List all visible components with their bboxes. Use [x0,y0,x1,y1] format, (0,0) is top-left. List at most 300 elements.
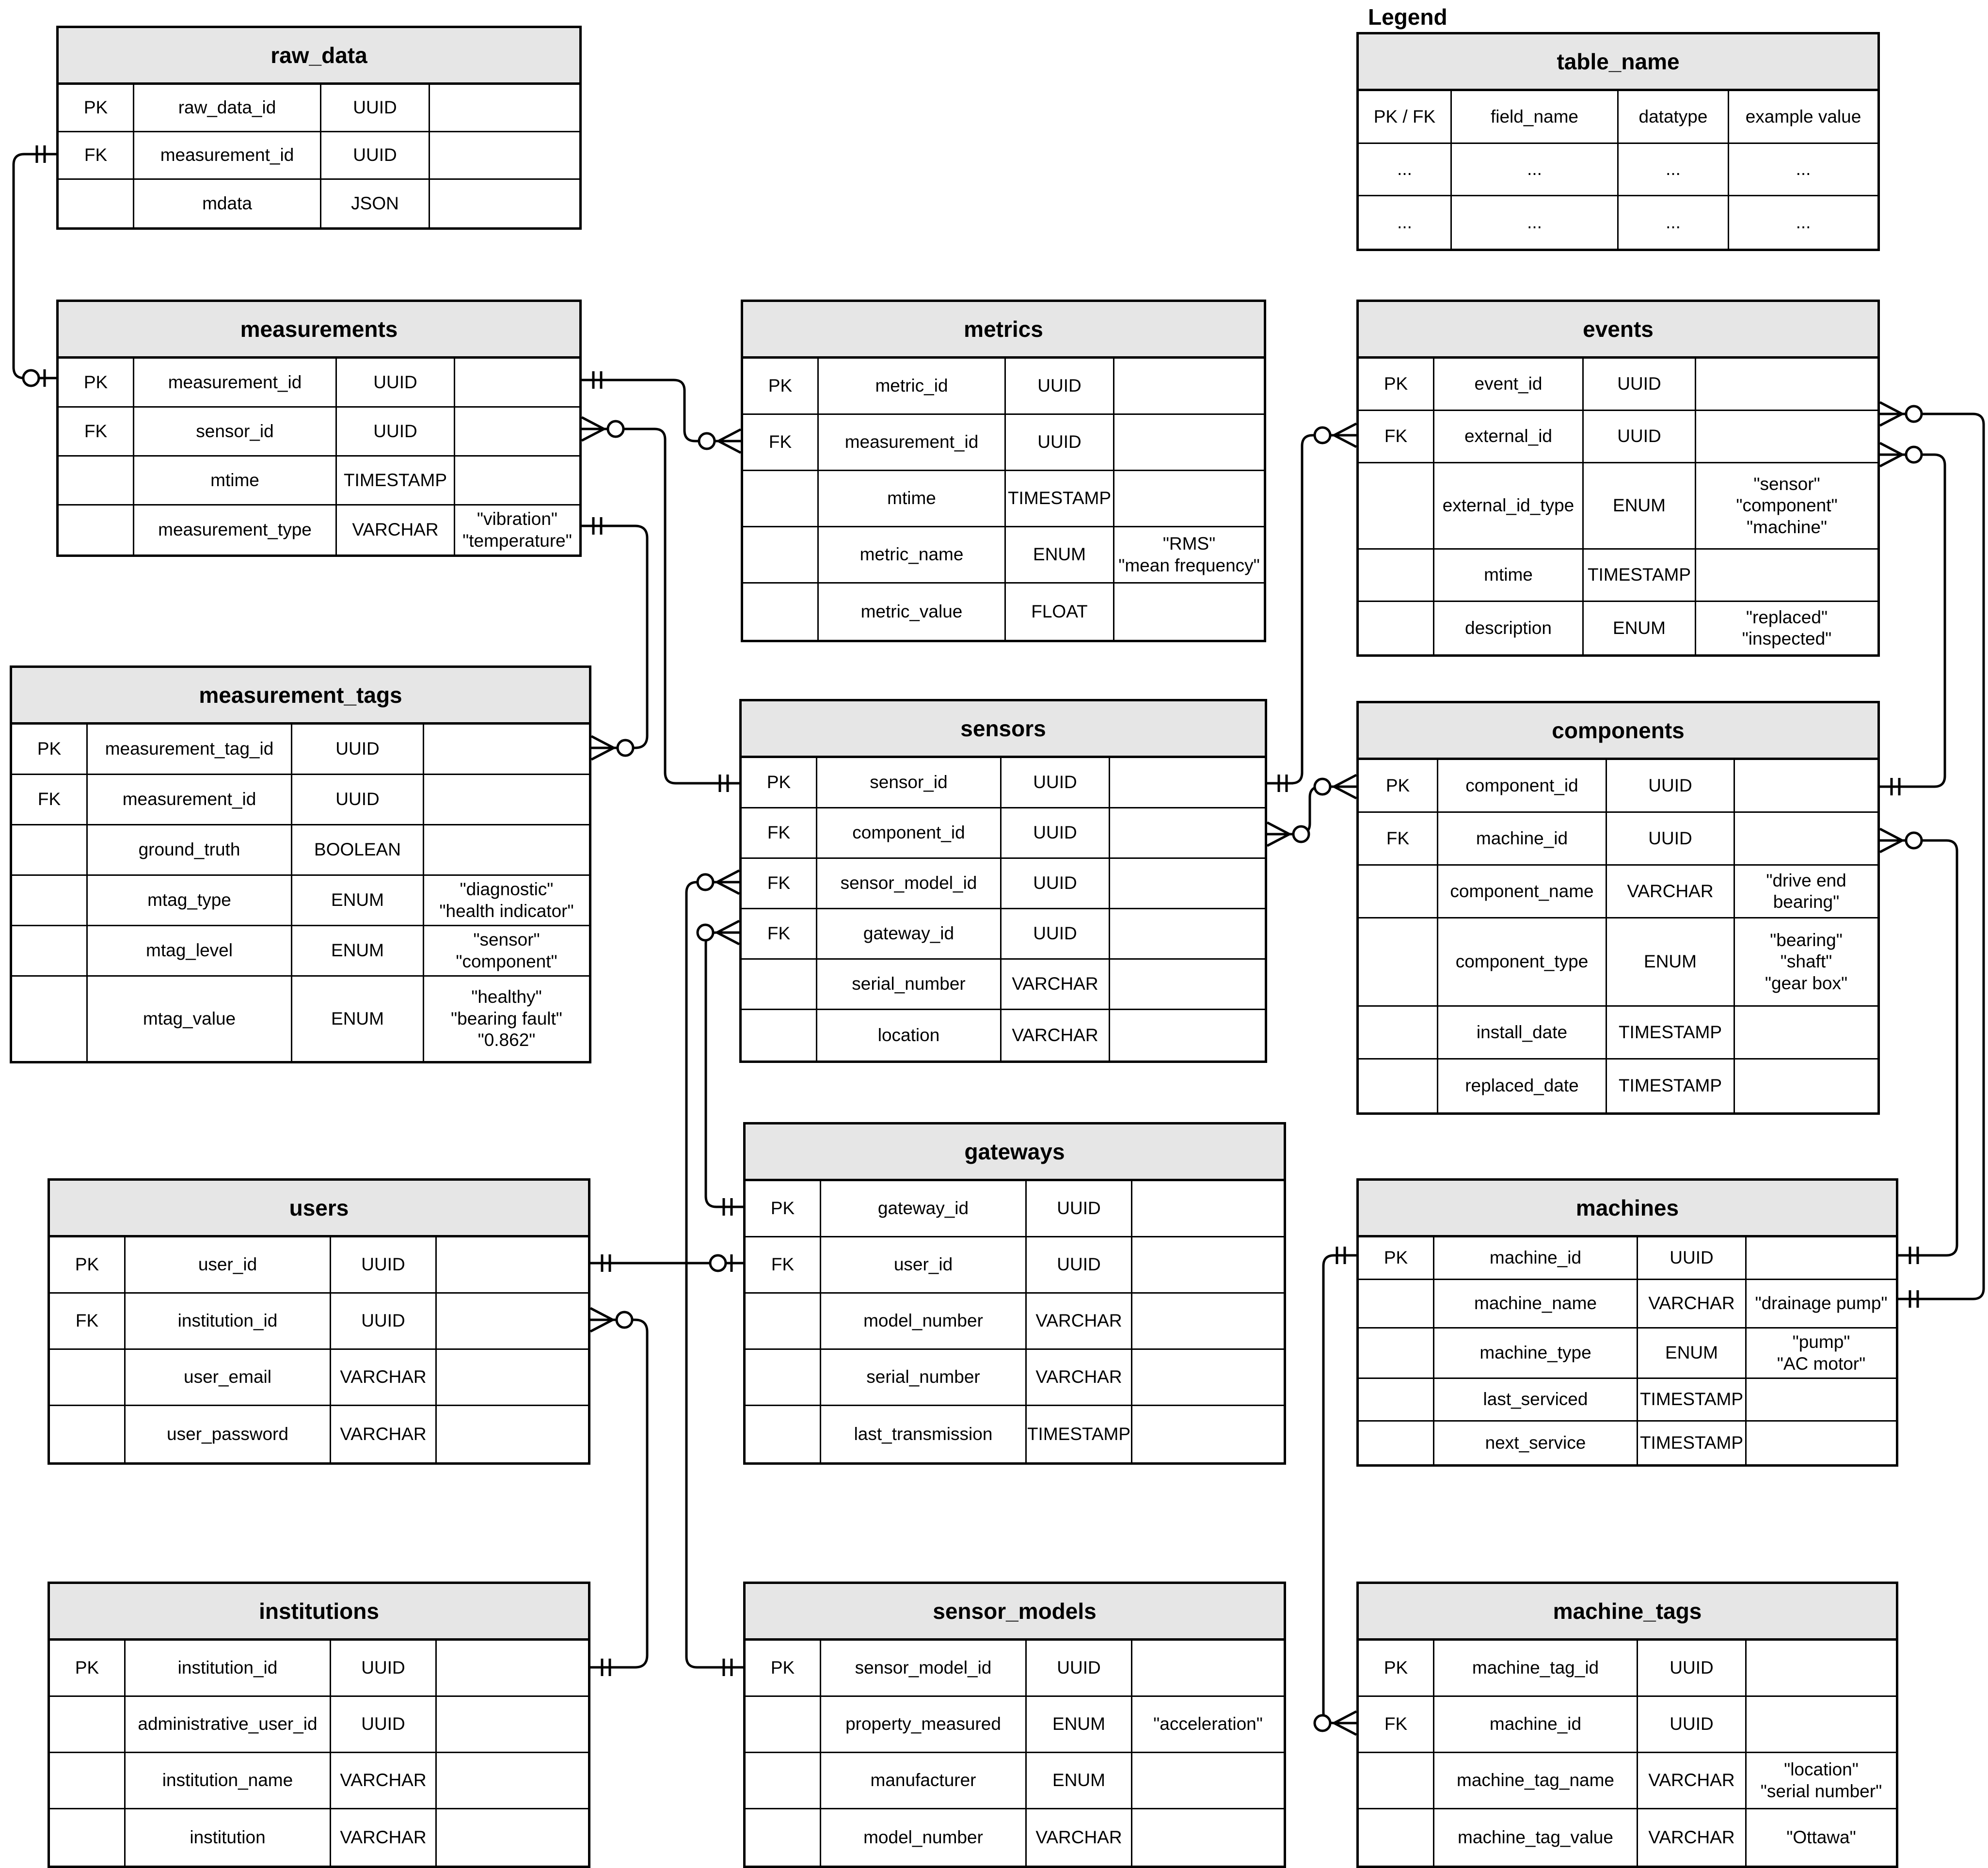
datatype-cell: VARCHAR [1638,1809,1747,1866]
field-name-cell: gateway_id [817,909,1002,958]
table-row [12,825,589,876]
cardinality-many-mark [591,736,614,760]
table-raw-data [56,26,582,230]
field-name-cell: replaced_date [1438,1060,1607,1112]
example-cell: ... [1796,159,1811,179]
table-row [59,359,579,408]
field-name-cell: machine_name [1434,1280,1638,1327]
datatype-cell: UUID [1027,1181,1132,1236]
example-cell [1132,1753,1284,1808]
field-name-cell: measurement_id [819,415,1006,470]
datatype-cell: TIMESTAMP [1027,1406,1132,1462]
datatype-cell: UUID [1002,758,1110,807]
field-name-cell: machine_type [1434,1329,1638,1377]
table-row [50,1237,588,1294]
key-cell: FK [59,408,134,455]
datatype-cell: VARCHAR [1607,866,1735,917]
cardinality-many-mark [1880,829,1902,852]
field-name-cell: user_email [126,1350,331,1405]
example-cell [1696,359,1877,410]
table-row [50,1294,588,1350]
example-cell [430,132,579,178]
field-name-cell: measurement_id [88,775,292,824]
legend-title: Legend [1368,4,1447,30]
field-name-cell: mtime [134,457,337,504]
cardinality-many-mark [1334,775,1356,798]
table-events [1356,300,1880,657]
datatype-cell: UUID [1607,813,1735,864]
example-cell: "bearing" "shaft" "gear box" [1765,930,1848,993]
field-name-cell: description [1434,602,1584,654]
table-row [743,359,1264,415]
field-name-cell: component_name [1438,866,1607,917]
example-cell [1747,1379,1896,1420]
key-cell [50,1809,126,1866]
table-row [59,180,579,227]
cardinality-zero-mark [710,1255,726,1271]
example-cell [1114,471,1264,526]
table-row [12,926,589,977]
example-cell: "pump" "AC motor" [1777,1332,1866,1374]
key-cell: FK [59,132,134,178]
datatype-cell: VARCHAR [331,1809,437,1866]
example-cell [424,825,589,874]
example-cell [1132,1294,1284,1348]
cardinality-zero-mark [1315,427,1330,443]
key-cell: PK [59,359,134,406]
key-cell: PK [50,1237,126,1292]
example-cell [1735,760,1877,811]
key-cell [50,1350,126,1405]
field-name-cell: institution_id [126,1294,331,1348]
field-name-cell: measurement_type [134,506,337,554]
example-cell: ... [1796,212,1811,232]
datatype-cell: ENUM [1584,602,1696,654]
example-cell [1747,1422,1896,1464]
table-title: institutions [50,1584,588,1641]
cardinality-many-mark [1334,424,1356,447]
table-row [12,775,589,825]
field-name-cell: ... [1452,196,1619,249]
key-cell [1359,1809,1434,1866]
table-row [50,1697,588,1753]
field-name-cell: user_id [821,1237,1027,1292]
table-measurement-tags [10,665,591,1063]
key-cell: PK / FK [1359,91,1452,142]
key-cell [743,471,819,526]
datatype-cell: datatype [1619,91,1729,142]
example-cell: "diagnostic" "health indicator" [439,879,574,921]
table-row [1359,1329,1896,1379]
cardinality-many-mark [590,1308,613,1331]
cardinality-zero-mark [23,370,39,386]
example-cell: "Ottawa" [1786,1827,1856,1847]
example-cell [455,359,579,406]
key-cell [746,1697,821,1752]
key-cell [59,506,134,554]
key-cell [746,1350,821,1405]
key-cell [12,876,88,925]
cardinality-zero-mark [1906,447,1922,462]
table-row [59,457,579,506]
datatype-cell: VARCHAR [1638,1753,1747,1808]
key-cell: FK [1359,813,1438,864]
example-cell [1114,359,1264,413]
table-row [1359,813,1877,866]
table-row [746,1641,1284,1697]
table-row [742,909,1265,960]
datatype-cell: UUID [1638,1641,1747,1695]
table-row [746,1809,1284,1866]
cardinality-zero-mark [1906,406,1922,422]
cardinality-many-mark [718,429,741,453]
field-name-cell: mtime [819,471,1006,526]
table-row [743,527,1264,584]
table-gateways [743,1122,1286,1465]
example-cell [1110,909,1265,958]
key-cell: PK [1359,760,1438,811]
table-row [59,85,579,132]
table-row [746,1697,1284,1753]
table-row [12,977,589,1061]
cardinality-many-mark [1880,402,1902,426]
example-cell [1735,1060,1877,1112]
key-cell: FK [1359,1697,1434,1752]
key-cell [1359,1060,1438,1112]
field-name-cell: ground_truth [88,825,292,874]
field-name-cell: machine_tag_id [1434,1641,1638,1695]
cardinality-zero-mark [1315,779,1330,794]
datatype-cell: UUID [331,1294,437,1348]
cardinality-zero-mark [617,1312,632,1328]
example-cell [437,1753,588,1808]
datatype-cell: UUID [331,1641,437,1695]
datatype-cell: TIMESTAMP [1006,471,1114,526]
cardinality-zero-mark [699,433,715,449]
datatype-cell: UUID [292,775,424,824]
key-cell [743,527,819,582]
datatype-cell: JSON [321,180,430,227]
example-cell [1132,1809,1284,1866]
datatype-cell: ENUM [292,977,424,1061]
datatype-cell: UUID [321,85,430,131]
field-name-cell: component_id [1438,760,1607,811]
table-sensor-models [743,1582,1286,1868]
table-title: machine_tags [1359,1584,1896,1641]
example-cell [1110,859,1265,908]
key-cell [12,977,88,1061]
table-row [746,1753,1284,1809]
table-row [746,1181,1284,1237]
field-name-cell: user_password [126,1406,331,1462]
datatype-cell: UUID [337,359,455,406]
table-components [1356,701,1880,1115]
table-sensors [739,699,1267,1063]
table-title: raw_data [59,28,579,85]
field-name-cell: machine_id [1438,813,1607,864]
table-row [1359,91,1877,144]
field-name-cell: serial_number [821,1350,1027,1405]
example-cell: "drainage pump" [1755,1293,1888,1314]
key-cell: FK [742,909,817,958]
table-institutions [48,1582,590,1868]
field-name-cell: metric_value [819,584,1006,640]
key-cell [742,960,817,1009]
key-cell [50,1697,126,1752]
example-cell [1110,758,1265,807]
datatype-cell: BOOLEAN [292,825,424,874]
datatype-cell: FLOAT [1006,584,1114,640]
datatype-cell: TIMESTAMP [1638,1379,1747,1420]
datatype-cell: UUID [1027,1641,1132,1695]
example-cell [1132,1237,1284,1292]
table-row [742,758,1265,808]
key-cell [1359,1280,1434,1327]
table-title: sensor_models [746,1584,1284,1641]
table-title: measurement_tags [12,668,589,725]
cardinality-zero-mark [1315,1715,1330,1731]
example-cell [1132,1181,1284,1236]
datatype-cell: TIMESTAMP [1607,1060,1735,1112]
table-row [1359,1379,1896,1422]
cardinality-many-mark [1267,823,1289,846]
field-name-cell: model_number [821,1294,1027,1348]
field-name-cell: institution_name [126,1753,331,1808]
datatype-cell: VARCHAR [1027,1350,1132,1405]
datatype-cell: UUID [1607,760,1735,811]
key-cell: PK [742,758,817,807]
table-row [59,408,579,457]
example-cell [424,725,589,774]
example-cell [1132,1641,1284,1695]
field-name-cell: measurement_id [134,359,337,406]
field-name-cell: gateway_id [821,1181,1027,1236]
key-cell [1359,1329,1434,1377]
key-cell [742,1010,817,1061]
key-cell: FK [746,1237,821,1292]
table-row [746,1294,1284,1350]
cardinality-zero-mark [1293,826,1309,842]
link-measurements-metrics [582,380,741,441]
example-cell: example value [1745,106,1861,127]
field-name-cell: institution [126,1809,331,1866]
field-name-cell: institution_id [126,1641,331,1695]
field-name-cell: user_id [126,1237,331,1292]
table-row [742,960,1265,1010]
link-users-institutions [590,1320,647,1667]
datatype-cell: VARCHAR [1002,960,1110,1009]
table-row [1359,866,1877,918]
table-row [50,1753,588,1809]
table-title: metrics [743,302,1264,359]
example-cell [437,1406,588,1462]
field-name-cell: mtag_type [88,876,292,925]
cardinality-many-mark [717,921,739,944]
key-cell [746,1294,821,1348]
key-cell [50,1753,126,1808]
datatype-cell: ENUM [1584,463,1696,548]
example-cell: "sensor" "component" "machine" [1736,474,1838,537]
datatype-cell: UUID [1002,909,1110,958]
field-name-cell: sensor_id [817,758,1002,807]
table-row [746,1237,1284,1294]
datatype-cell: UUID [1002,808,1110,857]
table-row [59,132,579,180]
example-cell [437,1641,588,1695]
key-cell: PK [12,725,88,774]
example-cell [437,1809,588,1866]
example-cell [1696,550,1877,601]
field-name-cell: sensor_model_id [817,859,1002,908]
table-row [742,808,1265,859]
field-name-cell: metric_name [819,527,1006,582]
example-cell [1696,411,1877,462]
table-row [746,1406,1284,1462]
field-name-cell: mtag_value [88,977,292,1061]
field-name-cell: model_number [821,1809,1027,1866]
field-name-cell: machine_id [1434,1697,1638,1752]
key-cell: PK [1359,1641,1434,1695]
field-name-cell: serial_number [817,960,1002,1009]
field-name-cell: manufacturer [821,1753,1027,1808]
table-row [12,725,589,775]
example-cell [1132,1350,1284,1405]
field-name-cell: ... [1452,144,1619,195]
key-cell: PK [746,1641,821,1695]
key-cell: PK [59,85,134,131]
table-machine-tags [1356,1582,1898,1868]
datatype-cell: UUID [331,1237,437,1292]
key-cell: FK [1359,411,1434,462]
link-sensors-components [1267,787,1356,834]
field-name-cell: next_service [1434,1422,1638,1464]
table-row [59,506,579,554]
table-title: measurements [59,302,579,359]
key-cell [1359,918,1438,1005]
key-cell: FK [742,808,817,857]
datatype-cell: UUID [1638,1237,1747,1279]
key-cell: FK [12,775,88,824]
example-cell: "drive end bearing" [1766,870,1846,912]
key-cell [50,1406,126,1462]
cardinality-zero-mark [1906,833,1922,848]
datatype-cell: VARCHAR [1638,1280,1747,1327]
example-cell [1132,1406,1284,1462]
example-cell [455,457,579,504]
field-name-cell: measurement_id [134,132,321,178]
cardinality-many-mark [582,417,604,441]
example-cell: "acceleration" [1153,1714,1263,1734]
example-cell: "healthy" "bearing fault" "0.862" [451,987,562,1050]
datatype-cell: VARCHAR [1002,1010,1110,1061]
example-cell: "vibration" "temperature" [462,509,572,551]
datatype-cell: ENUM [1027,1697,1132,1752]
table-legend [1356,32,1880,251]
key-cell [1359,602,1434,654]
field-name-cell: component_type [1438,918,1607,1005]
example-cell [1110,960,1265,1009]
datatype-cell: VARCHAR [331,1350,437,1405]
key-cell: FK [743,415,819,470]
field-name-cell: location [817,1010,1002,1061]
key-cell [746,1809,821,1866]
key-cell: FK [50,1294,126,1348]
table-row [50,1809,588,1866]
table-title: components [1359,703,1877,760]
datatype-cell: UUID [1006,359,1114,413]
table-row [1359,1641,1896,1697]
example-cell [437,1294,588,1348]
datatype-cell: VARCHAR [331,1406,437,1462]
table-row [1359,1060,1877,1112]
example-cell [1735,1007,1877,1058]
datatype-cell: ENUM [1638,1329,1747,1377]
datatype-cell: UUID [1002,859,1110,908]
table-row [12,876,589,926]
field-name-cell: mdata [134,180,321,227]
example-cell [437,1350,588,1405]
datatype-cell: UUID [331,1697,437,1752]
key-cell [1359,550,1434,601]
table-row [1359,463,1877,550]
key-cell: PK [1359,359,1434,410]
table-measurements [56,300,582,557]
field-name-cell: machine_id [1434,1237,1638,1279]
link-machines-events [1880,414,1984,1299]
example-cell: "replaced" "inspected" [1742,607,1832,649]
datatype-cell: UUID [1584,359,1696,410]
key-cell [746,1406,821,1462]
table-row [1359,918,1877,1007]
key-cell: PK [746,1181,821,1236]
field-name-cell: administrative_user_id [126,1697,331,1752]
datatype-cell: UUID [1638,1697,1747,1752]
field-name-cell: mtime [1434,550,1584,601]
datatype-cell: UUID [337,408,455,455]
table-row [1359,1422,1896,1464]
table-row [1359,359,1877,411]
field-name-cell: metric_id [819,359,1006,413]
table-title: events [1359,302,1877,359]
datatype-cell: VARCHAR [331,1753,437,1808]
field-name-cell: event_id [1434,359,1584,410]
cardinality-many-mark [717,871,739,894]
datatype-cell: UUID [1006,415,1114,470]
field-name-cell: raw_data_id [134,85,321,131]
datatype-cell: VARCHAR [337,506,455,554]
table-row [743,584,1264,640]
table-row [746,1350,1284,1406]
link-components-events [1880,455,1945,787]
table-row [1359,1753,1896,1809]
field-name-cell: property_measured [821,1697,1027,1752]
table-row [742,859,1265,909]
table-row [1359,602,1877,654]
table-row [1359,1280,1896,1329]
table-title: sensors [742,701,1265,758]
field-name-cell: machine_tag_value [1434,1809,1638,1866]
example-cell [1114,415,1264,470]
example-cell [1747,1641,1896,1695]
key-cell [12,825,88,874]
table-row [1359,196,1877,249]
datatype-cell: TIMESTAMP [1584,550,1696,601]
example-cell [430,180,579,227]
table-row [50,1641,588,1697]
table-title: machines [1359,1181,1896,1237]
table-row [1359,1697,1896,1753]
example-cell: "location" "serial number" [1760,1759,1882,1801]
